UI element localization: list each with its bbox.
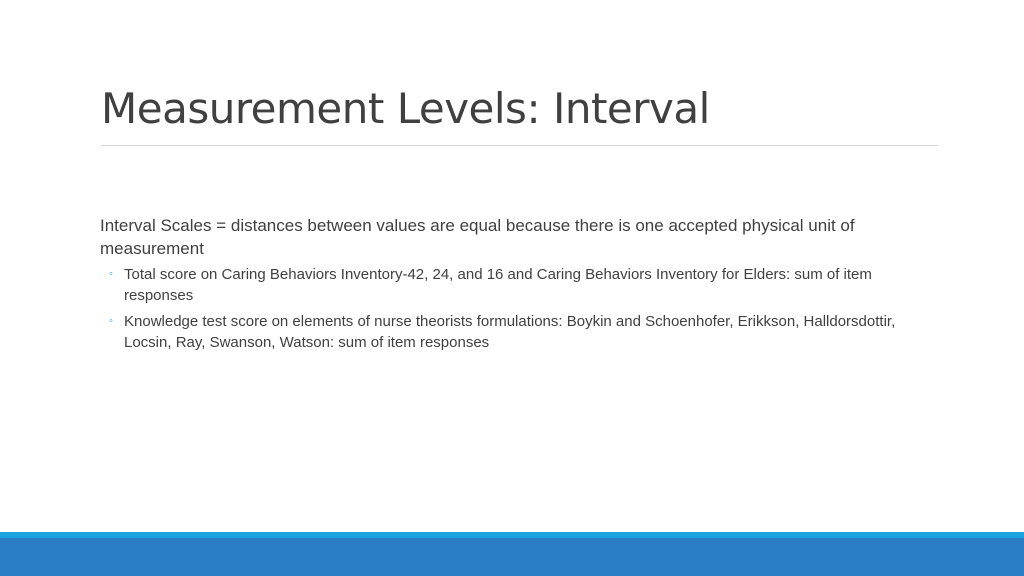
footer-band (0, 532, 1024, 576)
bullet-text: Total score on Caring Behaviors Inventory-42, 24, and 16 and Caring Behaviors Inventory for Elders: sum of item responses (124, 266, 872, 304)
hollow-circle-bullet-icon: ◦ (109, 268, 113, 280)
footer-stripe (0, 532, 1024, 538)
hollow-circle-bullet-icon: ◦ (109, 315, 113, 327)
slide-body (100, 214, 945, 358)
body-paragraph: Interval Scales = distances between values are equal because there is one accepted physical unit of measurement (100, 216, 855, 258)
bullet-text: Knowledge test score on elements of nurse theorists formulations: Boykin and Schoenhofer, Erikkson, Halldorsdottir, Locsin, Ray, Swanson, Watson: sum of item responses (124, 313, 896, 351)
bullet-item (100, 264, 945, 306)
bullet-item (100, 311, 945, 353)
slide-title: Measurement Levels: Interval (101, 84, 710, 133)
title-divider (101, 145, 938, 146)
